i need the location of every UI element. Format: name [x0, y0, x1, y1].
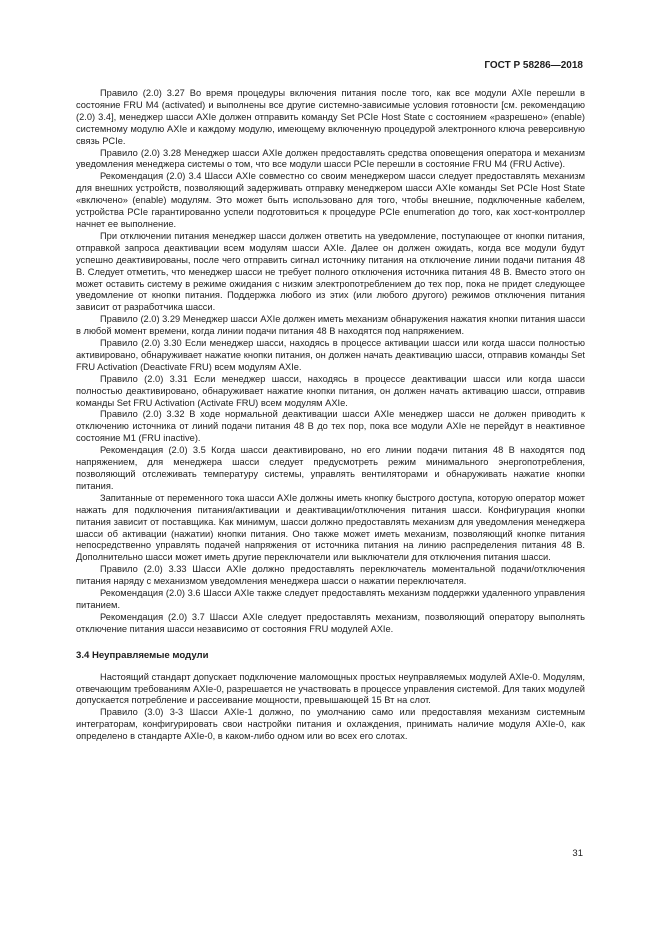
- paragraph-rule-3-28: Правило (2.0) 3.28 Менеджер шасси AXIe должен предоставлять средства оповещения оператора и механизм уведомления менеджера системы о том, что все модули шасси PCIe перешли в состояние FRU M4 (FRU Active).: [76, 147, 585, 170]
- paragraph-power-off: При отключении питания менеджер шасси должен ответить на уведомление, поступающее от кнопки питания, отправкой запроса деактивации всем модулям шасси AXIe. Далее он должен ожидать, когда все модули будут успешно деактивированы, после чего отправить сигнал источнику питания на отключение линии подачи питания 48 В. Следует отметить, что менеджер шасси не требует полного отключения источника питания 48 В. Вместо этого он может оставить систему в режиме ожидания с низким электропотреблением до тех пор, пока не придет следующее уведомление от кнопки питания. Поддержка любого из этих (или любого другого) режимов отключения питания зависит от разработчика шасси.: [76, 230, 585, 313]
- paragraph-rule-3-3: Правило (3.0) 3-3 Шасси AXIe-1 должно, по умолчанию само или предоставляя механизм системным интеграторам, конфигурировать свои настройки питания и охлаждения, принимать наличие модуля AXIe-0, как определено в стандарте AXIe-0, в каком-либо одном или во всех его слотах.: [76, 707, 585, 742]
- paragraph-rule-3-33: Правило (2.0) 3.33 Шасси AXIe должно предоставлять переключатель моментальной подачи/отключения питания наряду с механизмом уведомления менеджера шасси о нажатии переключателя.: [76, 564, 585, 587]
- paragraph-ac-powered: Запитанные от переменного тока шасси AXIe должны иметь кнопку быстрого доступа, которую оператор может нажать для подключения питания/активации и деактивации/отключения питания шасси. Конфигурация кнопки питания зависит от поставщика. Как минимум, шасси должно предоставлять механизм для уведомления менеджера шасси об активации (нажатии) кнопки питания. Оно также может иметь механизм, позволяющий кнопке питания непосредственно управлять подачей напряжения от источника питания на линию распределения питания 48 В. Дополнительно шасси может иметь другие переключатели или выключатели для отключения питания шасси.: [76, 492, 585, 563]
- section-heading: 3.4 Неуправляемые модули: [76, 649, 209, 661]
- page-number: 31: [572, 848, 583, 859]
- paragraph-recommendation-3-7: Рекомендация (2.0) 3.7 Шасси AXIe следует предоставлять механизм, позволяющий оператору выполнять отключение питания шасси независимо от состояния FRU модулей AXIe.: [76, 611, 585, 634]
- paragraph-rule-3-27: Правило (2.0) 3.27 Во время процедуры включения питания после того, как все модули AXIe перешли в состояние FRU M4 (activated) и выполнены все другие системно-зависимые условия готовности [см. рекомендацию (2.0) 3.4], менеджер шасси AXIe должен отправить команду Set PCIe Host State с состоянием «разрешено» (enable) системному модулю AXIe и каждому модулю, имеющему включенную процедурой электронного ключа реверсивную связь PCIe.: [76, 88, 585, 146]
- paragraph-rule-3-32: Правило (2.0) 3.32 В ходе нормальной деактивации шасси AXIe менеджер шасси не должен приводить к отключению источника от линий подачи питания 48 В до тех пор, пока все модули AXIe не перейдут в неактивное состояние M1 (FRU inactive).: [76, 409, 585, 444]
- paragraph-rule-3-29: Правило (2.0) 3.29 Менеджер шасси AXIe должен иметь механизм обнаружения нажатия кнопки питания шасси в любой момент времени, когда линии подачи питания 48 В находятся под напряжением.: [76, 314, 586, 337]
- paragraph-recommendation-3-5: Рекомендация (2.0) 3.5 Когда шасси деактивировано, но его линии подачи питания 48 В находятся под напряжением, для менеджера шасси следует предусмотреть режим минимального энергопотребления, позволяющий отслеживать температуру системы, управлять вентиляторами и обнаруживать нажатие кнопки питания.: [76, 445, 585, 491]
- document-body: [76, 88, 585, 743]
- paragraph-rule-3-31: Правило (2.0) 3.31 Если менеджер шасси, находясь в процессе деактивации шасси или когда шасси полностью деактивировано, обнаруживает нажатие кнопки питания, он должен начать активацию шасси, отправив команды Set FRU Activation (Activate FRU) всем модулям AXIe.: [76, 373, 585, 408]
- paragraph-unmanaged-modules: Настоящий стандарт допускает подключение маломощных простых неуправляемых модулей AXIe-0. Модулям, отвечающим требованиям AXIe-0, разрешается не участвовать в процессе управления системой. Для таких модулей допускается потребление и рассеивание мощности, превышающей 15 Вт на слот.: [76, 671, 585, 706]
- document-header: ГОСТ Р 58286—2018: [484, 60, 583, 71]
- paragraph-rule-3-30: Правило (2.0) 3.30 Если менеджер шасси, находясь в процессе активации шасси или когда шасси полностью активировано, обнаруживает нажатие кнопки питания, он должен начать деактивацию шасси, отправив команды Set FRU Activation (Deactivate FRU) всем модулям AXIe.: [76, 338, 585, 372]
- paragraph-recommendation-3-6: Рекомендация (2.0) 3.6 Шасси AXIe также следует предоставлять механизм поддержки удаленного управления питанием.: [76, 588, 585, 610]
- paragraph-recommendation-3-4: Рекомендация (2.0) 3.4 Шасси AXIe совместно со своим менеджером шасси следует предоставлять механизм для внешних устройств, позволяющий задерживать отправку менеджером шасси AXIe команды Set PCIe Host State «включено» (enable) модулям. Это может быть использовано для того, чтобы внешние, подключенные кабелем, устройства PCIe гарантированно успели подготовиться к процедуре PCIe enumeration до того, как хост-контроллер начнет ее выполнение.: [76, 171, 585, 229]
